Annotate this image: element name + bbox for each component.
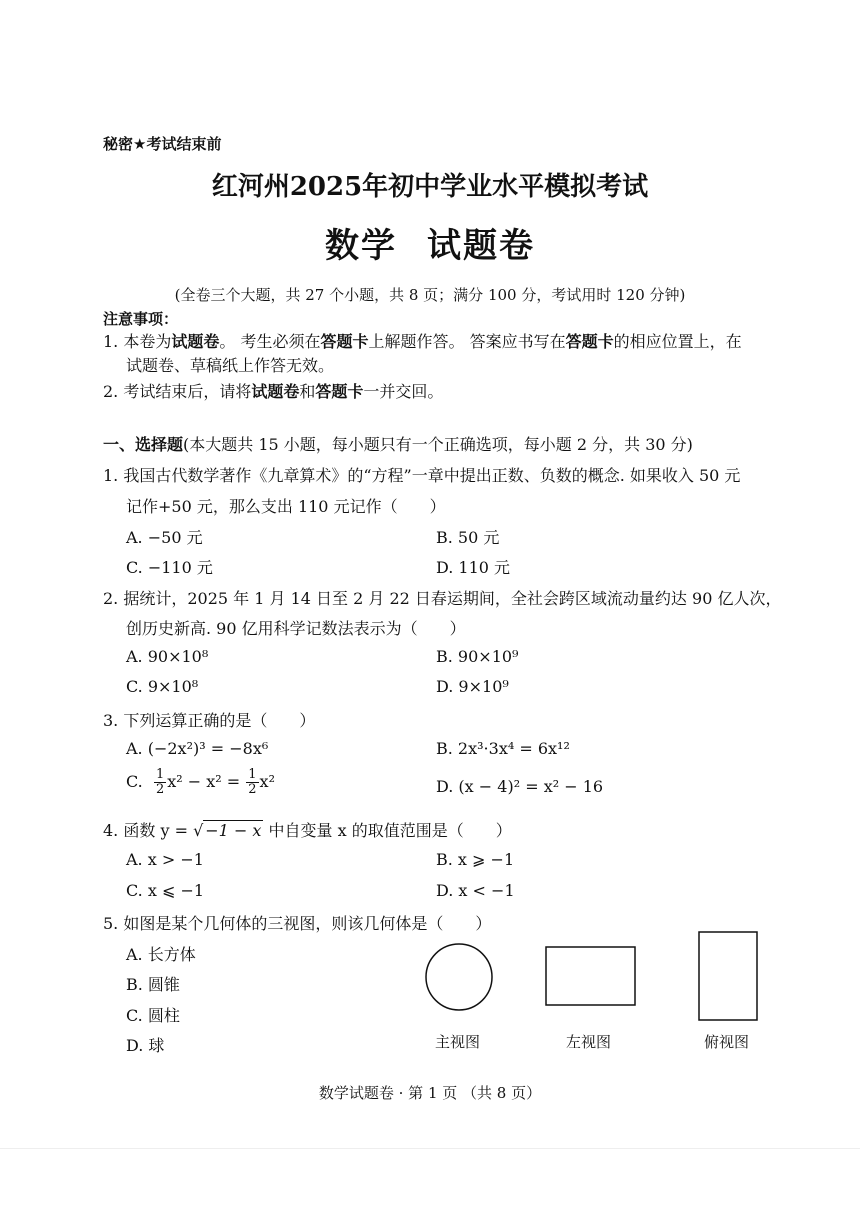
notice-title: 注意事项： [103,310,179,328]
side-view-label: 左视图 [566,1033,612,1051]
q4-option-c: C. x ⩽ −1 [126,881,205,900]
option-label: C. [126,772,143,791]
question-1-stem-cont: 记作+50 元，那么支出 110 元记作（ ） [126,497,446,516]
q3-option-a: A. (−2x²)³ = −8x⁶ [126,739,269,758]
question-4-stem: 4. 函数 y = √ −1 − x 中自变量 x 的取值范围是（ ） [103,821,512,840]
q5-option-a: A. 长方体 [126,945,196,964]
q5-option-c: C. 圆柱 [126,1006,180,1025]
exam-info: (全卷三个大题，共 27 个小题，共 8 页；满分 100 分，考试用时 120 分钟) [174,286,686,304]
notice-text: 本卷为 [123,332,172,351]
question-3-stem: 3. 下列运算正确的是（ ） [103,711,316,730]
notice-text: 的相应位置上，在 [613,332,742,351]
notice-text: 考试结束后，请将 [123,382,252,401]
notice-text: 。 考生必须在 [219,332,321,351]
front-view-label: 主视图 [435,1033,481,1051]
q2-option-b: B. 90×10⁹ [436,647,519,666]
stem-text: 4. 函数 y = [103,821,188,840]
expression: x² − x² = [167,772,241,791]
notice-bold: 答题卡 [315,382,364,401]
q2-option-d: D. 9×10⁹ [436,677,509,696]
notice-bold: 试题卷 [251,382,300,401]
expression: x² [259,772,275,791]
top-view-label: 俯视图 [704,1033,750,1051]
q1-option-c: C. −110 元 [126,558,213,577]
exam-title: 红河州2025年初中学业水平模拟考试 [211,172,649,202]
numerator: 1 [155,767,165,782]
q4-option-d: D. x < −1 [436,881,515,900]
notice-number: 2. [103,382,119,401]
side-view-rectangle [546,947,635,1005]
confidential-label: 秘密★考试结束前 [103,135,222,153]
question-2-stem: 2. 据统计，2025 年 1 月 14 日至 2 月 22 日春运期间，全社会跨区域流动量约达 90 亿人次， [103,589,782,608]
notice-text: 和 [299,382,316,401]
section-desc: (本大题共 15 小题，每小题只有一个正确选项，每小题 2 分，共 30 分) [183,435,693,454]
notice-item-1-cont: 试题卷、草稿纸上作答无效。 [126,356,335,375]
notice-bold: 答题卡 [565,332,614,351]
numerator: 1 [248,767,257,782]
q1-option-d: D. 110 元 [436,558,511,577]
radicand: −1 − x [205,821,262,840]
section-title: 一、选择题 [103,435,184,454]
q3-option-b: B. 2x³·3x⁴ = 6x¹² [436,739,570,758]
notice-bold: 试题卷 [171,332,220,351]
q5-option-d: D. 球 [126,1036,165,1055]
q1-option-a: A. −50 元 [126,528,203,547]
page-divider [0,1148,860,1149]
question-2-stem-cont: 创历史新高. 90 亿用科学记数法表示为（ ） [126,619,466,638]
notice-number: 1. [103,332,119,351]
denominator: 2 [248,782,257,797]
denominator: 2 [155,782,165,797]
notice-bold: 答题卡 [320,332,369,351]
notice-text: 上解题作答。 答案应书写在 [368,332,566,351]
stem-text: 中自变量 x 的取值范围是（ ） [268,821,512,840]
question-1-stem: 1. 我国古代数学著作《九章算术》的“方程”一章中提出正数、负数的概念. 如果收入 50 元 [103,466,741,485]
q5-option-b: B. 圆锥 [126,975,180,994]
q3-option-d: D. (x − 4)² = x² − 16 [436,777,604,796]
q4-option-a: A. x > −1 [126,850,204,869]
question-5-stem: 5. 如图是某个几何体的三视图，则该几何体是（ ） [103,914,492,933]
notice-text: 一并交回。 [363,382,444,401]
q2-option-c: C. 9×10⁸ [126,677,199,696]
top-view-rectangle [699,932,757,1020]
q4-option-b: B. x ⩾ −1 [436,850,515,869]
q1-option-b: B. 50 元 [436,528,500,547]
front-view-circle [426,944,492,1010]
q2-option-a: A. 90×10⁸ [126,647,209,666]
subject-name: 数学 [325,226,397,266]
paper-type: 试题卷 [427,226,535,266]
page-footer: 数学试题卷 · 第 1 页 （共 8 页） [318,1084,542,1102]
